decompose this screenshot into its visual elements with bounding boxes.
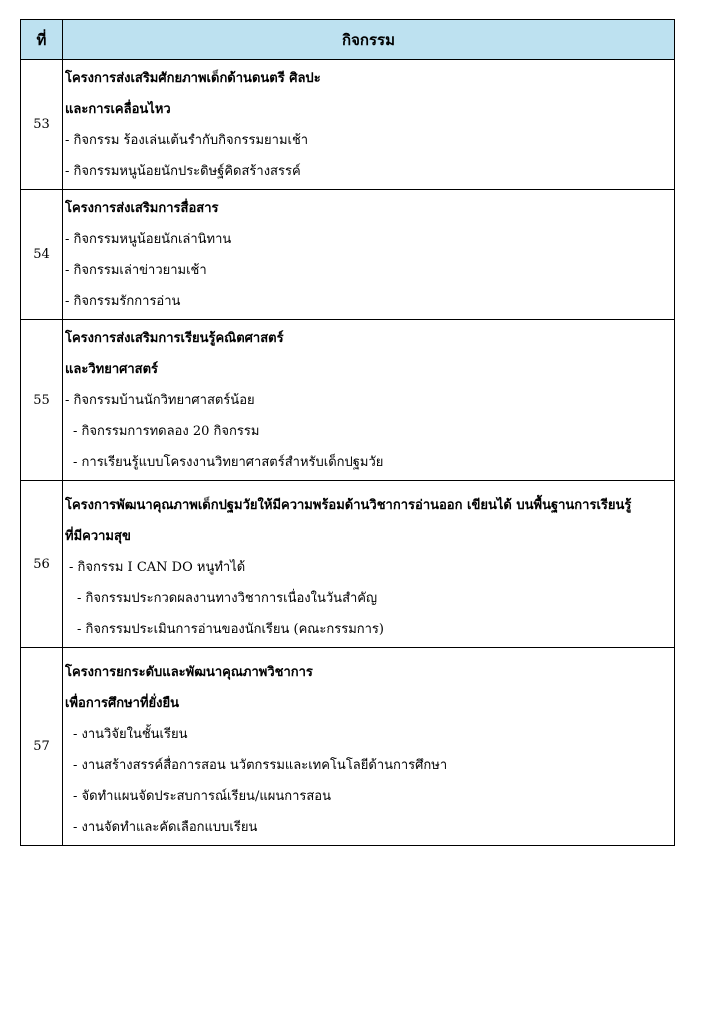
project-title-cont: เพื่อการศึกษาที่ยั่งยืน xyxy=(65,696,180,711)
activity-item: - กิจกรรมการทดลอง 20 กิจกรรม xyxy=(73,424,260,439)
activity-item: - กิจกรรม ร้องเล่นเต้นรำกับกิจกรรมยามเช้า xyxy=(65,133,309,148)
project-title-cont: ที่มีความสุข xyxy=(65,529,131,544)
activity-item: - กิจกรรมเล่าข่าวยามเช้า xyxy=(65,263,207,278)
activity-item: - กิจกรรมบ้านนักวิทยาศาสตร์น้อย xyxy=(65,393,255,408)
table-row xyxy=(21,648,675,846)
row-number: 53 xyxy=(21,60,63,190)
activity-item: - การเรียนรู้แบบโครงงานวิทยาศาสตร์สำหรับเด็กปฐมวัย xyxy=(73,455,384,470)
activity-item: - กิจกรรมรักการอ่าน xyxy=(65,294,181,309)
activity-table xyxy=(20,19,675,846)
project-title: โครงการส่งเสริมการสื่อสาร xyxy=(65,201,219,216)
activity-item: - งานสร้างสรรค์สื่อการสอน นวัตกรรมและเทคโนโลยีด้านการศึกษา xyxy=(73,758,448,773)
activity-item: - กิจกรรมประกวดผลงานทางวิชาการเนื่องในวันสำคัญ xyxy=(77,591,378,606)
activity-item: - จัดทำแผนจัดประสบการณ์เรียน/แผนการสอน xyxy=(73,789,331,804)
header-no: ที่ xyxy=(21,20,63,60)
activity-cell xyxy=(63,481,675,648)
activity-item: - กิจกรรม I CAN DO หนูทำได้ xyxy=(69,560,246,575)
activity-item: - กิจกรรมหนูน้อยนักประดิษฐ์คิดสร้างสรรค์ xyxy=(65,164,301,179)
activity-cell xyxy=(63,320,675,481)
activity-cell xyxy=(63,648,675,846)
activity-cell xyxy=(63,60,675,190)
project-title: โครงการยกระดับและพัฒนาคุณภาพวิชาการ xyxy=(65,665,313,680)
row-number: 56 xyxy=(21,481,63,648)
activity-cell xyxy=(63,190,675,320)
table-row xyxy=(21,320,675,481)
activity-item: - กิจกรรมประเมินการอ่านของนักเรียน (คณะกรรมการ) xyxy=(77,622,384,637)
project-title-cont: และวิทยาศาสตร์ xyxy=(65,362,159,377)
table-header-row xyxy=(21,20,675,60)
table-row xyxy=(21,481,675,648)
table-row xyxy=(21,60,675,190)
header-activity: กิจกรรม xyxy=(63,20,675,60)
table-row xyxy=(21,190,675,320)
project-title: โครงการพัฒนาคุณภาพเด็กปฐมวัยให้มีความพร้อมด้านวิชาการอ่านออก เขียนได้ บนพื้นฐานการเรียนรู้ xyxy=(65,498,632,513)
row-number: 55 xyxy=(21,320,63,481)
row-number: 57 xyxy=(21,648,63,846)
project-title: โครงการส่งเสริมการเรียนรู้คณิตศาสตร์ xyxy=(65,331,284,346)
project-title-cont: และการเคลื่อนไหว xyxy=(65,102,171,117)
row-number: 54 xyxy=(21,190,63,320)
project-title: โครงการส่งเสริมศักยภาพเด็กด้านดนตรี ศิลปะ xyxy=(65,71,321,86)
activity-item: - งานจัดทำและคัดเลือกแบบเรียน xyxy=(73,820,258,835)
activity-item: - งานวิจัยในชั้นเรียน xyxy=(73,727,188,742)
activity-item: - กิจกรรมหนูน้อยนักเล่านิทาน xyxy=(65,232,232,247)
